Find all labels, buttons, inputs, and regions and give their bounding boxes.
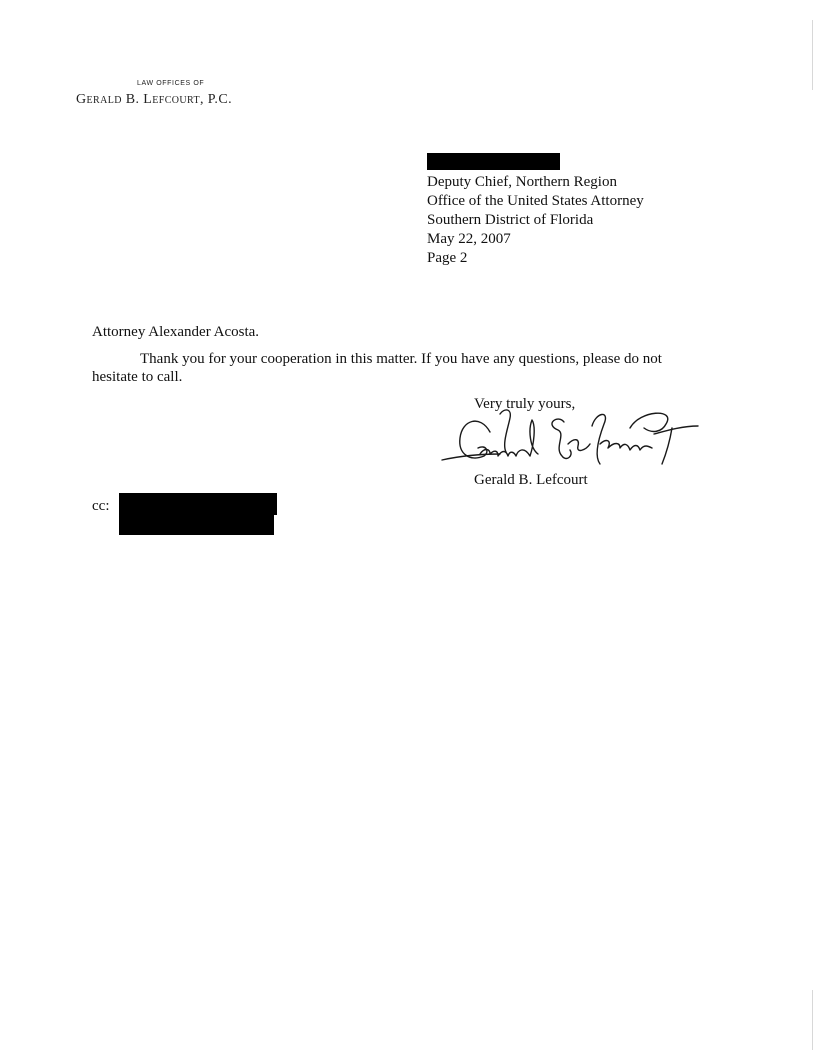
- closing-salutation: Very truly yours,: [474, 396, 576, 412]
- redacted-cc-recipient-2: [119, 515, 274, 535]
- handwritten-signature: [440, 404, 700, 470]
- header-date-line: May 22, 2007: [427, 231, 511, 247]
- redacted-cc-recipient-1: [119, 493, 277, 515]
- scan-edge-mark: [812, 990, 813, 1050]
- letterhead-law-offices: LAW OFFICES OF: [137, 80, 205, 87]
- body-line-attorney: Attorney Alexander Acosta.: [92, 324, 260, 340]
- continuation-header: [427, 173, 644, 268]
- header-district-line: Southern District of Florida: [427, 212, 594, 228]
- redacted-addressee-name: [427, 153, 560, 170]
- header-office-line: Office of the United States Attorney: [427, 193, 644, 209]
- header-title-line: Deputy Chief, Northern Region: [427, 174, 617, 190]
- cc-label: cc:: [92, 498, 110, 514]
- body-line-thanks: Thank you for your cooperation in this matter. If you have any questions, please do not: [140, 351, 662, 367]
- header-page-line: Page 2: [427, 250, 468, 266]
- letterhead-firm-name: Gerald B. Lefcourt, P.C.: [76, 92, 232, 107]
- scan-edge-mark: [812, 20, 813, 90]
- signer-name: Gerald B. Lefcourt: [474, 472, 588, 488]
- body-line-hesitate: hesitate to call.: [92, 369, 183, 385]
